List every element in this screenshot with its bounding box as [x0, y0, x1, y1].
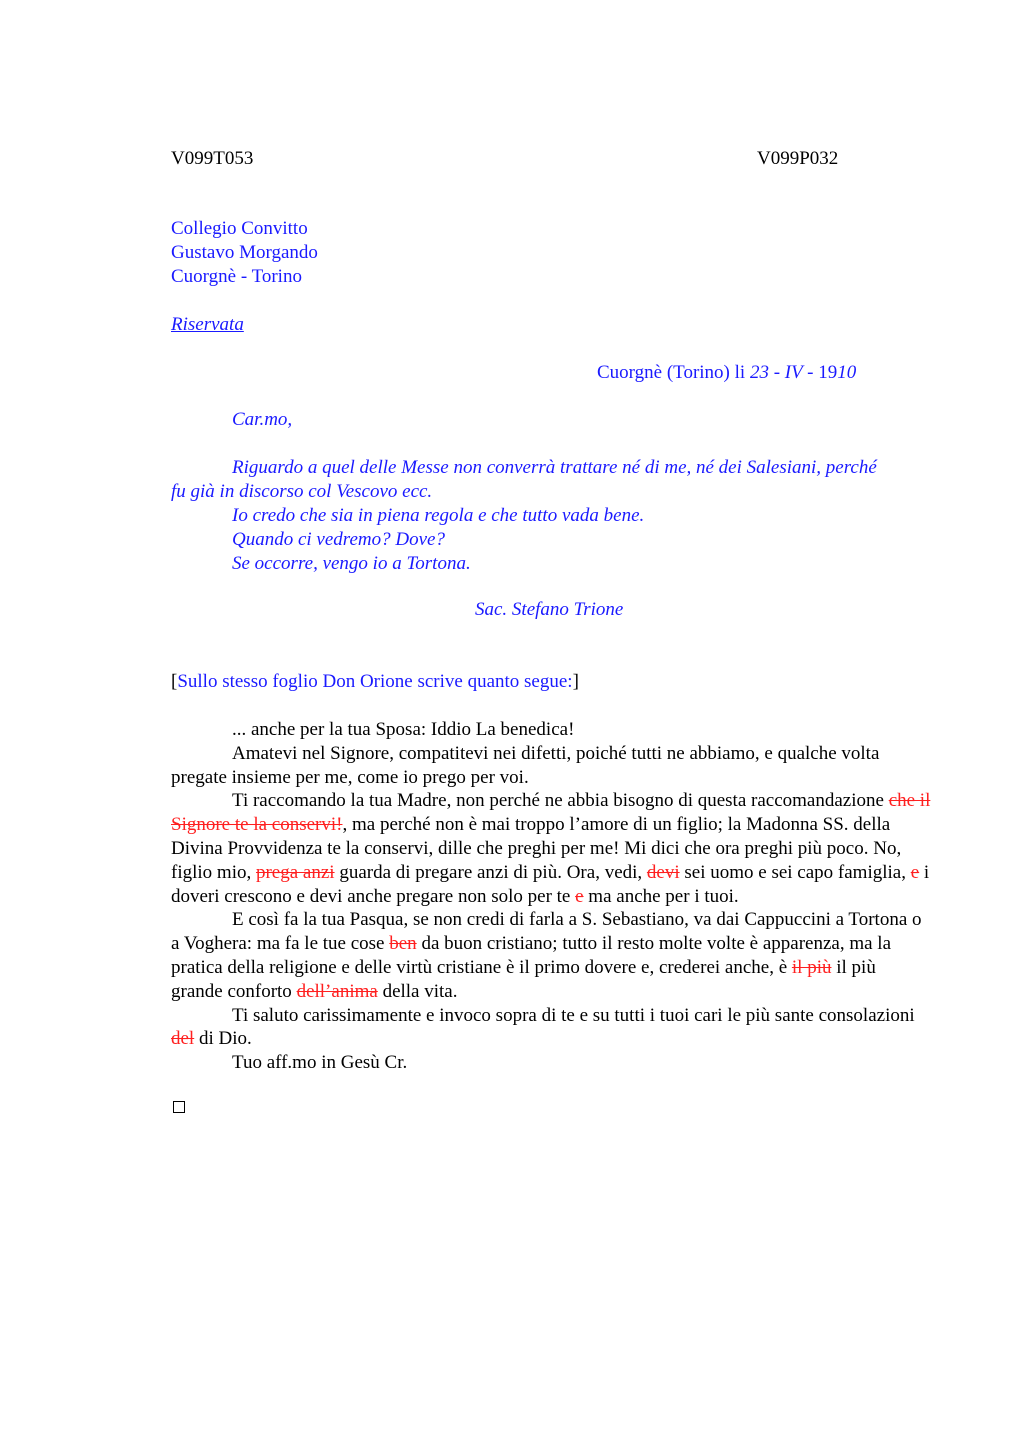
body-paragraph — [171, 1004, 931, 1052]
dateline-year-part-2: 10 — [837, 362, 857, 383]
deleted-text: del — [171, 1028, 195, 1050]
body-paragraph — [171, 789, 931, 908]
deleted-text: ben — [389, 933, 417, 955]
note-open-bracket: [ — [171, 671, 178, 692]
deleted-text: che il Signore te la conservi! — [171, 790, 931, 836]
letter-salutation: Car.mo, — [232, 409, 293, 430]
text-run: Ti raccomando la tua Madre, non perché ne abbia bisogno di questa raccomandazione — [232, 790, 889, 812]
reserved-label: Riservata — [171, 314, 244, 335]
deleted-text: e — [910, 861, 920, 883]
text-run: , ma perché non è mai troppo l’amore di un figlio; la Madonna SS. della Divina Provvidenza te la conservi, dille che preghi per me! Mi dici che ora preghi più poco. No, figlio mio, — [171, 814, 902, 883]
note-close-bracket: ] — [572, 671, 579, 692]
text-run: da buon cristiano; tutto il resto molte volte è apparenza, ma la pratica della religione e delle virtù cristiane è il primo dovere e, crederei anche, è — [171, 933, 892, 978]
body-paragraph: Amatevi nel Signore, compatitevi nei difetti, poiché tutti ne abbiamo, e qualche volta pregate insieme per me, come io prego per voi. — [171, 742, 880, 788]
letter-paragraph: Riguardo a quel delle Messe non converrà trattare né di me, né dei Salesiani, perché fu già in discorso col Vescovo ecc. — [171, 457, 877, 502]
address-line-1: Collegio Convitto — [171, 218, 308, 239]
deleted-text: devi — [646, 861, 680, 883]
note-text: Sullo stesso foglio Don Orione scrive quanto segue: — [177, 671, 573, 692]
text-run: ma anche per i tuoi. — [583, 885, 739, 907]
body-closing: Tuo aff.mo in Gesù Cr. — [232, 1052, 408, 1074]
orione-text — [171, 718, 931, 1075]
letter-paragraph: Quando ci vedremo? Dove? — [232, 529, 445, 550]
dateline-sep-2: - — [802, 362, 819, 383]
deleted-text: il più — [791, 956, 832, 978]
letter-paragraph: Io credo che sia in piena regola e che tutto vada bene. — [232, 505, 645, 526]
end-marker-box — [173, 1101, 185, 1113]
text-run: sei uomo e sei capo famiglia, — [679, 861, 911, 883]
dateline-year-part-1: 19 — [818, 362, 838, 383]
body-paragraph — [171, 908, 931, 1003]
address-line-3: Cuorgnè - Torino — [171, 266, 302, 287]
letter-signature: Sac. Stefano Trione — [475, 599, 624, 620]
dateline-month: IV — [784, 362, 803, 383]
dateline-place: Cuorgnè (Torino) li — [597, 362, 750, 383]
deleted-text: e — [575, 885, 584, 907]
dateline-day: 23 — [749, 362, 769, 383]
dateline — [597, 361, 856, 385]
body-paragraph: ... anche per la tua Sposa: Iddio La benedica! — [232, 719, 575, 740]
text-run: Ti saluto carissimamente e invoco sopra di te e su tutti i tuoi cari le più sante consolazioni — [232, 1004, 915, 1026]
text-run: il più grande conforto — [171, 956, 876, 1002]
text-run: di Dio. — [194, 1028, 252, 1050]
letterhead-address — [171, 217, 318, 289]
document-code-right: V099P032 — [757, 148, 839, 169]
letter-body — [171, 408, 891, 576]
dateline-sep-1: - — [768, 362, 785, 383]
editorial-note — [171, 670, 579, 694]
letter-paragraph: Se occorre, vengo io a Tortona. — [232, 553, 471, 574]
text-run: i doveri crescono e devi anche pregare non solo per te — [171, 861, 930, 907]
deleted-text: dell’anima — [296, 980, 378, 1002]
deleted-text: prega anzi — [255, 861, 335, 883]
text-run: guarda di pregare anzi di più. Ora, vedi, — [334, 861, 647, 883]
text-run: E così fa la tua Pasqua, se non credi di farla a S. Sebastiano, va dai Cappuccini a Tortona o a Voghera: ma fa le tue cose — [171, 909, 922, 955]
address-line-2: Gustavo Morgando — [171, 242, 318, 263]
text-run: della vita. — [377, 980, 458, 1002]
document-code-left: V099T053 — [171, 148, 254, 169]
